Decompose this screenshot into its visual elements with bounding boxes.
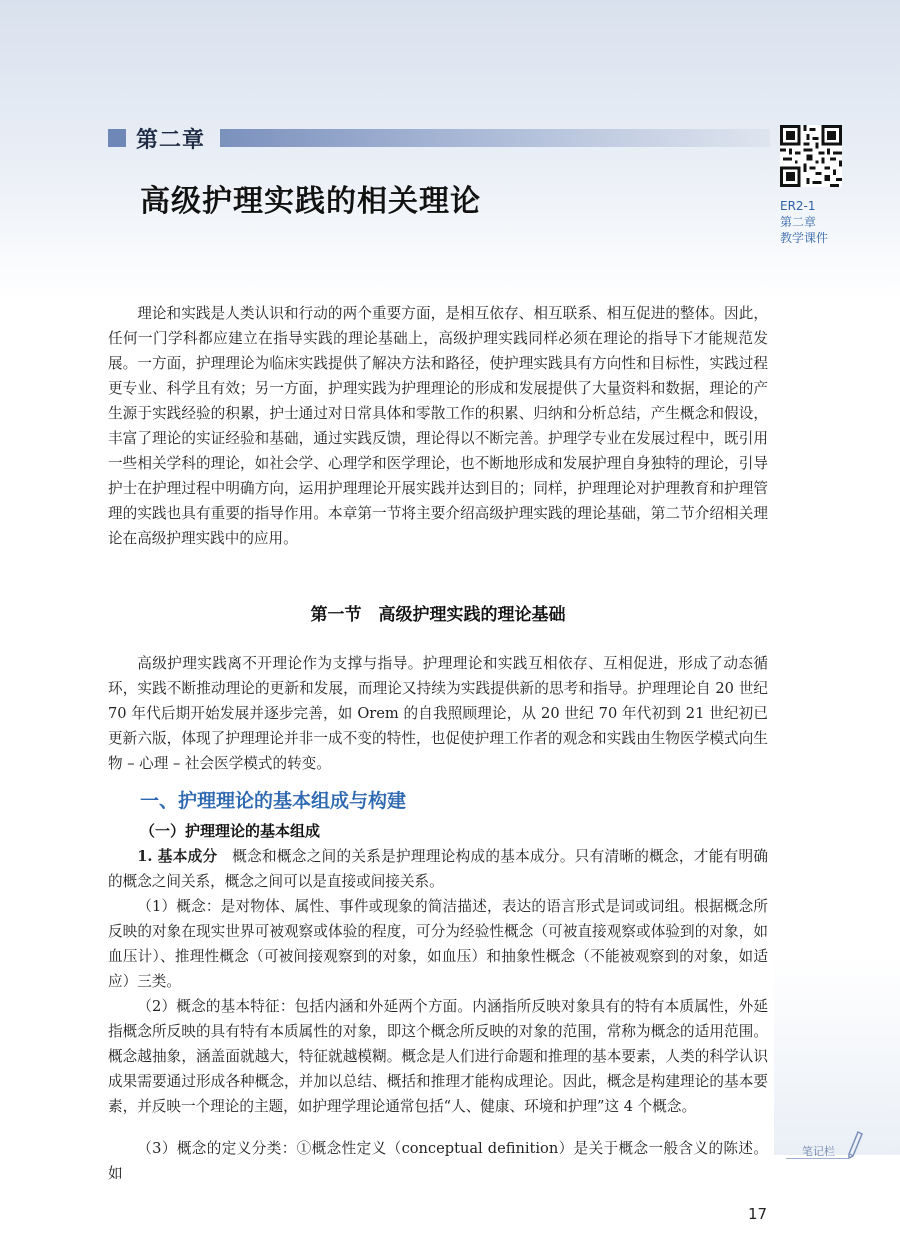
section-intro-paragraph: 高级护理实践离不开理论作为支撑与指导。护理理论和实践互相依存、互相促进，形成了动态循环，实践不断推动理论的更新和发展，而理论又持续为实践提供新的思考和指导。护理理论自 20 世纪 70 年代后期开始发展并逐步完善，如 Orem 的自我照顾理论，从 20 世纪 70 年代初到 21 世纪初已更新六版，体现了护理理论并非一成不变的特性，也促使护理工作者的观念和实践由生物医学模式向生物 – 心理 – 社会医学模式的转变。 [108, 655, 768, 772]
paragraph-concept-features: （2）概念的基本特征：包括内涵和外延两个方面。内涵指所反映对象具有的特有本质属性，外延指概念所反映的具有特有本质属性的对象，即这个概念所反映的对象的范围，常称为概念的适用范围。概念越抽象，涵盖面就越大，特征就越模糊。概念是人们进行命题和推理的基本要素，人类的科学认识成果需要通过形成各种概念，并加以总结、概括和推理才能构成理论。因此，概念是构建理论的基本要素，并反映一个理论的主题，如护理学理论通常包括“人、健康、环境和护理”这 4 个概念。 [108, 998, 768, 1115]
chapter-label: 第二章 [136, 128, 206, 153]
paragraph-concept: （1）概念：是对物体、属性、事件或现象的简洁描述，表达的语言形式是词或词组。根据概念所反映的对象在现实世界可被观察或体验的程度，可分为经验性概念（可被直接观察或体验到的对象，如血压计）、推理性概念（可被间接观察到的对象，如血压）和抽象性概念（不能被观察到的对象，如适应）三类。 [108, 898, 768, 990]
notes-margin [774, 955, 900, 1155]
item-basic-components [108, 844, 768, 894]
page-number: 17 [748, 1205, 768, 1223]
chapter-title: 高级护理实践的相关理论 [140, 184, 481, 219]
qr-code-icon[interactable] [780, 125, 842, 187]
chapter-header [108, 127, 768, 153]
heading-level-1: 一、护理理论的基本组成与构建 [140, 790, 407, 812]
intro-paragraph: 理论和实践是人类认识和行动的两个重要方面，是相互依存、相互联系、相互促进的整体。因此，任何一门学科都应建立在指导实践的理论基础上，高级护理实践同样必须在理论的指导下才能规范发展。一方面，护理理论为临床实践提供了解决方法和路径，使护理实践具有方向性和目标性，实践过程更专业、科学且有效；另一方面，护理实践为护理理论的形成和发展提供了大量资料和数据，理论的产生源于实践经验的积累，护士通过对日常具体和零散工作的积累、归纳和分析总结，产生概念和假设，丰富了理论的实证经验和基础，通过实践反馈，理论得以不断完善。护理学专业在发展过程中，既引用一些相关学科的理论，如社会学、心理学和医学理论，也不断地形成和发展护理自身独特的理论，引导护士在护理过程中明确方向，运用护理理论开展实践并达到目的；同样，护理理论对护理教育和护理管理的实践也具有重要的指导作用。本章第一节将主要介绍高级护理实践的理论基础，第二节介绍相关理论在高级护理实践中的应用。 [108, 305, 768, 547]
paragraph-concept-definition: （3）概念的定义分类：①概念性定义（conceptual definition）是关于概念一般含义的陈述。如 [108, 1140, 768, 1182]
header-background [0, 0, 900, 300]
section-title: 第一节 高级护理实践的理论基础 [310, 605, 566, 625]
qr-caption [780, 198, 828, 246]
pencil-icon [846, 1130, 864, 1164]
notes-label: 笔记栏 [802, 1145, 835, 1158]
item-text: 概念和概念之间的关系是护理理论构成的基本成分。只有清晰的概念，才能有明确的概念之间关系，概念之间可以是直接或间接关系。 [108, 848, 768, 890]
heading-level-2: （一）护理理论的基本组成 [140, 822, 321, 840]
qr-caption-type: 教学课件 [780, 231, 829, 245]
chapter-marker [108, 129, 126, 147]
notes-underline [786, 1158, 848, 1159]
chapter-bar [220, 129, 770, 147]
qr-caption-chapter: 第二章 [780, 215, 817, 229]
qr-caption-id: ER2-1 [780, 199, 816, 213]
item-lead: 1. 基本成分 [137, 848, 218, 865]
